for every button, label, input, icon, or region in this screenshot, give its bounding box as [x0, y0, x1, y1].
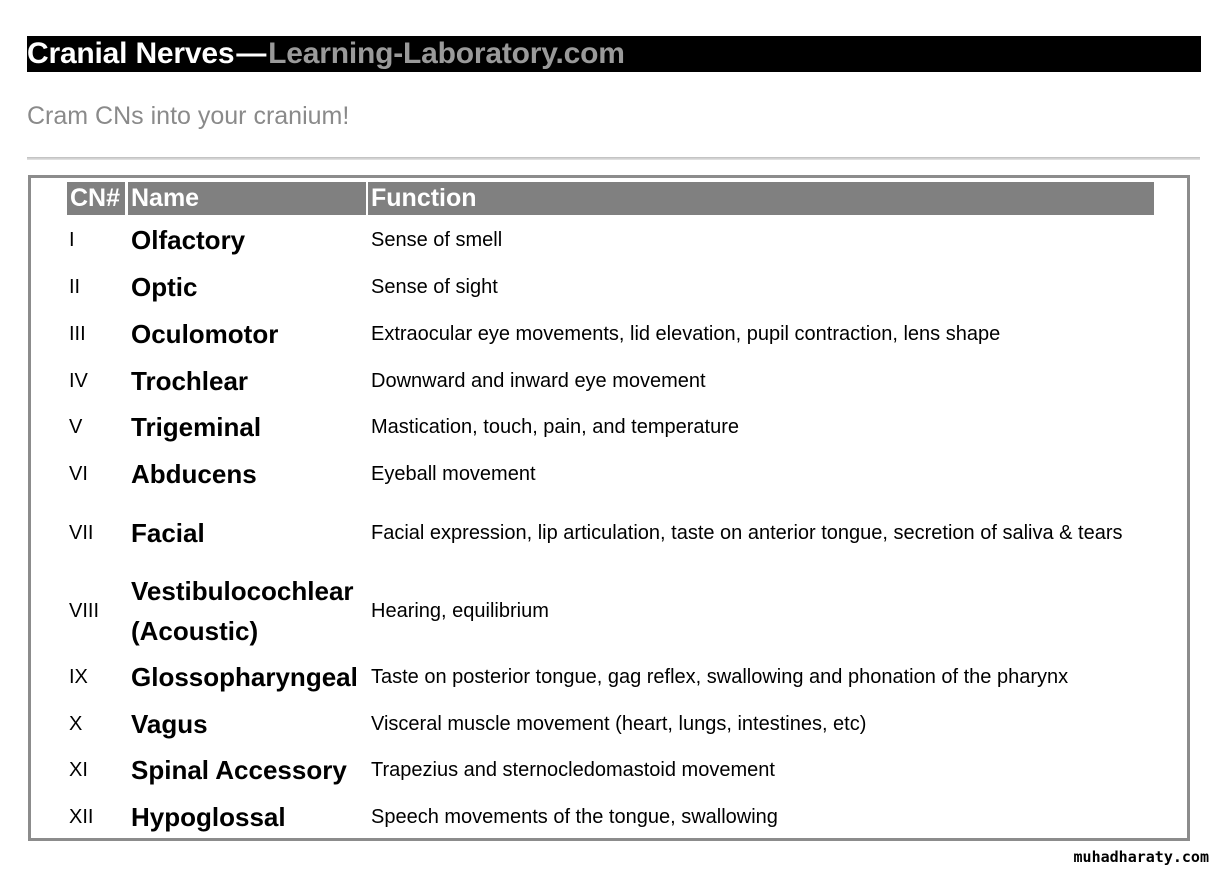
- watermark: muhadharaty.com: [1073, 848, 1209, 866]
- nerve-name: Trigeminal: [131, 412, 262, 442]
- nerve-function: Hearing, equilibrium: [371, 599, 549, 622]
- cn-number: II: [69, 275, 81, 298]
- table-row: [67, 453, 1157, 495]
- nerve-function: Downward and inward eye movement: [371, 369, 706, 392]
- table-row: [67, 498, 1157, 568]
- cn-number: X: [69, 712, 83, 735]
- nerve-name: Olfactory: [131, 225, 246, 255]
- title-separator: —: [236, 37, 267, 70]
- cn-number: III: [69, 322, 86, 345]
- cn-number: VI: [69, 462, 88, 485]
- column-header-cn: CN#: [67, 182, 125, 215]
- nerve-name: Glossopharyngeal: [131, 662, 358, 692]
- site-name: Learning-Laboratory.com: [268, 37, 625, 70]
- cn-number: XII: [69, 805, 94, 828]
- cn-number: XI: [69, 758, 88, 781]
- page-title-bar: [27, 36, 1201, 72]
- nerve-function: Sense of sight: [371, 275, 498, 298]
- nerve-name: Hypoglossal: [131, 802, 286, 832]
- cn-number: IV: [69, 369, 88, 392]
- table-row: [67, 406, 1157, 448]
- nerve-function: Speech movements of the tongue, swallowing: [371, 805, 778, 828]
- nerve-function: Sense of smell: [371, 228, 503, 251]
- cn-number: IX: [69, 665, 88, 688]
- cn-number: VIII: [69, 599, 100, 622]
- nerve-function: Facial expression, lip articulation, taste on anterior tongue, secretion of saliva & tears: [371, 521, 1123, 544]
- page-title: Cranial Nerves: [27, 37, 235, 70]
- table-row: [67, 360, 1157, 402]
- cn-number: VII: [69, 521, 94, 544]
- table-row: [67, 749, 1157, 791]
- nerve-name: Vagus: [131, 709, 208, 739]
- table-row: [67, 220, 1157, 260]
- column-header-name: Name: [128, 182, 366, 215]
- table-row: [67, 267, 1157, 307]
- cn-number: I: [69, 228, 75, 251]
- table-row: [67, 313, 1157, 355]
- nerve-name: Abducens: [131, 459, 257, 489]
- nerve-name: Vestibulocochlear (Acoustic): [131, 576, 354, 646]
- nerve-name: Spinal Accessory: [131, 755, 347, 785]
- cn-number: V: [69, 415, 83, 438]
- nerve-function: Mastication, touch, pain, and temperature: [371, 415, 739, 438]
- nerve-function: Taste on posterior tongue, gag reflex, swallowing and phonation of the pharynx: [371, 665, 1069, 688]
- nerve-name: Optic: [131, 272, 198, 302]
- nerve-function: Visceral muscle movement (heart, lungs, intestines, etc): [371, 712, 867, 735]
- nerve-name: Oculomotor: [131, 319, 279, 349]
- nerve-function: Trapezius and sternocledomastoid movement: [371, 758, 775, 781]
- nerve-function: Extraocular eye movements, lid elevation, pupil contraction, lens shape: [371, 322, 1001, 345]
- column-header-function: Function: [368, 182, 1154, 215]
- table-row: [67, 795, 1157, 839]
- divider: [27, 157, 1200, 160]
- table-row: [67, 570, 1157, 652]
- nerve-name: Facial: [131, 518, 205, 548]
- table-row: [67, 703, 1157, 745]
- page-subtitle: Cram CNs into your cranium!: [27, 102, 350, 130]
- nerve-name: Trochlear: [131, 366, 249, 396]
- table-row: [67, 656, 1157, 698]
- nerve-function: Eyeball movement: [371, 462, 536, 485]
